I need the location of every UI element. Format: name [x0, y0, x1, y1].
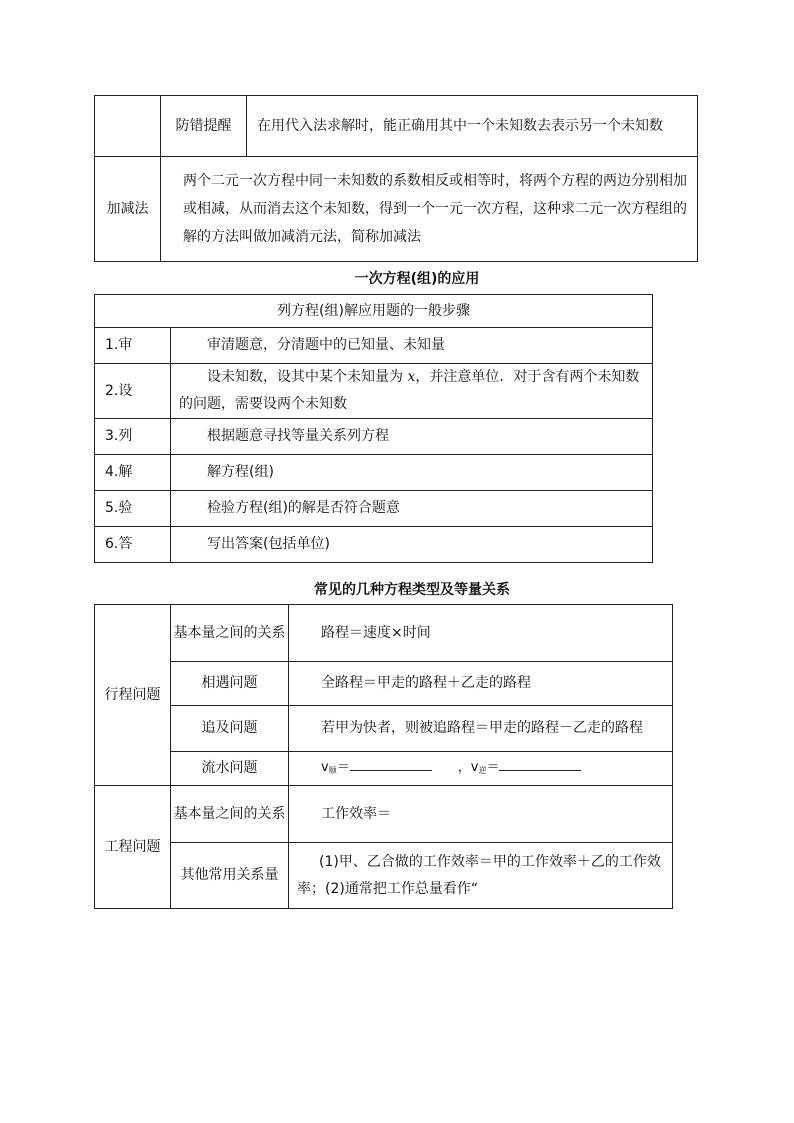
chase-text: 若甲为快者，则被追路程＝甲走的路程－乙走的路程 [289, 706, 673, 752]
work-basic-label: 基本量之间的关系 [171, 786, 289, 843]
upstream-subscript: 逆 [478, 766, 487, 776]
elimination-method-table [94, 95, 698, 262]
variable-x: x [407, 369, 416, 385]
empty-cell [95, 96, 161, 157]
step-text: 审清题意，分清题中的已知量、未知量 [171, 328, 653, 364]
section-title-applications: 一次方程(组)的应用 [354, 271, 480, 287]
velocity-symbol: v [470, 760, 479, 776]
step-text-before: 设未知数，设其中某个未知量为 [207, 369, 408, 385]
travel-basic-text: 路程＝速度×时间 [289, 605, 673, 662]
downstream-subscript: 顺 [328, 766, 337, 776]
velocity-symbol: v [321, 760, 329, 776]
step-label: 2.设 [95, 364, 171, 419]
elimination-label: 加减法 [95, 157, 161, 262]
downstream-answer-blank [350, 756, 432, 771]
section-title-equation-types: 常见的几种方程类型及等量关系 [314, 582, 510, 598]
tip-label: 防错提醒 [161, 96, 247, 157]
tip-text: 在用代入法求解时，能正确用其中一个未知数去表示另一个未知数 [247, 96, 698, 157]
step-label: 4.解 [95, 455, 171, 491]
work-label: 工程问题 [95, 786, 171, 909]
step-text: 根据题意寻找等量关系列方程 [171, 419, 653, 455]
elimination-text: 两个二元一次方程中同一未知数的系数相反或相等时，将两个方程的两边分别相加或相减，从而消去这个未知数，得到一个一元一次方程，这种求二元一次方程组的解的方法叫做加减消元法，简称加减法 [161, 157, 698, 262]
equation-types-table [94, 604, 673, 909]
stream-formula [289, 752, 673, 786]
steps-table [94, 294, 653, 563]
equals-sign: ＝ [486, 760, 500, 776]
upstream-answer-blank [499, 756, 581, 771]
chase-label: 追及问题 [171, 706, 289, 752]
travel-basic-label: 基本量之间的关系 [171, 605, 289, 662]
work-other-text: (1)甲、乙合做的工作效率＝甲的工作效率＋乙的工作效率；(2)通常把工作总量看作“ [289, 843, 673, 909]
meet-text: 全路程＝甲走的路程＋乙走的路程 [289, 662, 673, 706]
meet-label: 相遇问题 [171, 662, 289, 706]
travel-label: 行程问题 [95, 605, 171, 786]
step-label: 3.列 [95, 419, 171, 455]
separator: ， [457, 760, 471, 776]
step-text: 检验方程(组)的解是否符合题意 [171, 491, 653, 527]
equals-sign: ＝ [336, 760, 350, 776]
step-text [171, 364, 653, 419]
work-other-label: 其他常用关系量 [171, 843, 289, 909]
step-label: 1.审 [95, 328, 171, 364]
step-text-after: ，并注意单位．对于含有两个未知数的问题，需要设两个未知数 [179, 369, 640, 412]
step-label: 6.答 [95, 527, 171, 563]
step-text: 解方程(组) [171, 455, 653, 491]
steps-header: 列方程(组)解应用题的一般步骤 [95, 295, 653, 328]
step-label: 5.验 [95, 491, 171, 527]
work-basic-text: 工作效率＝ [289, 786, 673, 843]
stream-label: 流水问题 [171, 752, 289, 786]
step-text: 写出答案(包括单位) [171, 527, 653, 563]
